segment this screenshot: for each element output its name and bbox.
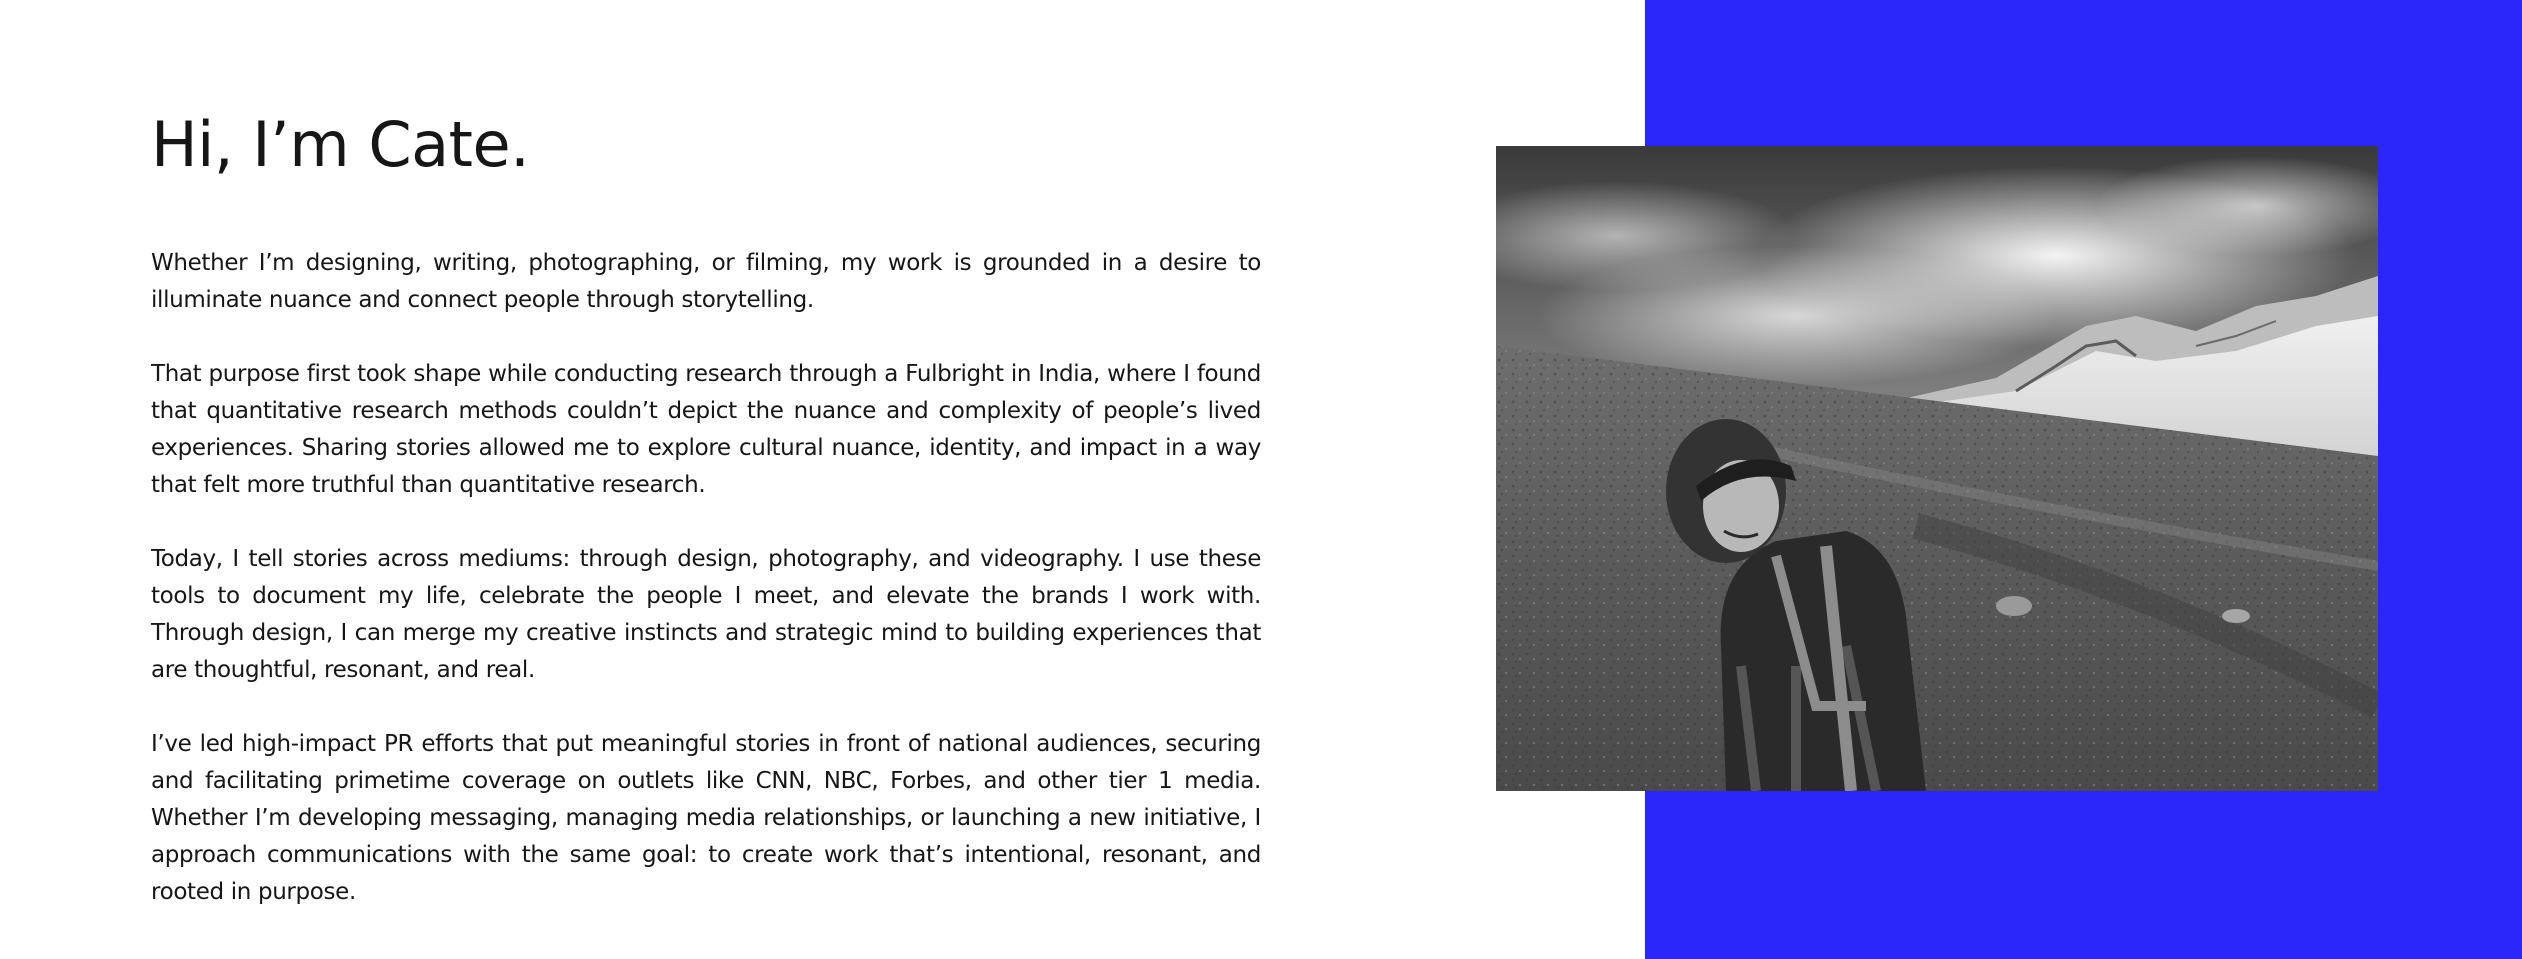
- about-text-section: [151, 100, 1261, 948]
- page-title: Hi, I’m Cate.: [151, 108, 530, 181]
- bio-paragraph-3: Today, I tell stories across mediums: through design, photography, and videography. I use these tools to document my life, celebrate the people I meet, and elevate the brands I work with. Through design, I can merge my creative instincts and strategic mind to building experiences that are thoughtful, resonant, and real.: [151, 546, 1261, 683]
- bio-paragraph-1: Whether I’m designing, writing, photographing, or filming, my work is grounded in a desire to illuminate nuance and connect people through storytelling.: [151, 250, 1261, 313]
- portrait-photo: [1496, 146, 2378, 791]
- bio-paragraph-2: That purpose first took shape while conducting research through a Fulbright in India, where I found that quantitative research methods couldn’t depict the nuance and complexity of people’s lived experiences. Sharing stories allowed me to explore cultural nuance, identity, and impact in a way that felt more truthful than quantitative research.: [151, 361, 1261, 498]
- bio-paragraph-4: I’ve led high-impact PR efforts that put meaningful stories in front of national audiences, securing and facilitating primetime coverage on outlets like CNN, NBC, Forbes, and other tier 1 media. Whether I’m developing messaging, managing media relationships, or launching a new initiative, I approach communications with the same goal: to create work that’s intentional, resonant, and rooted in purpose.: [151, 731, 1261, 905]
